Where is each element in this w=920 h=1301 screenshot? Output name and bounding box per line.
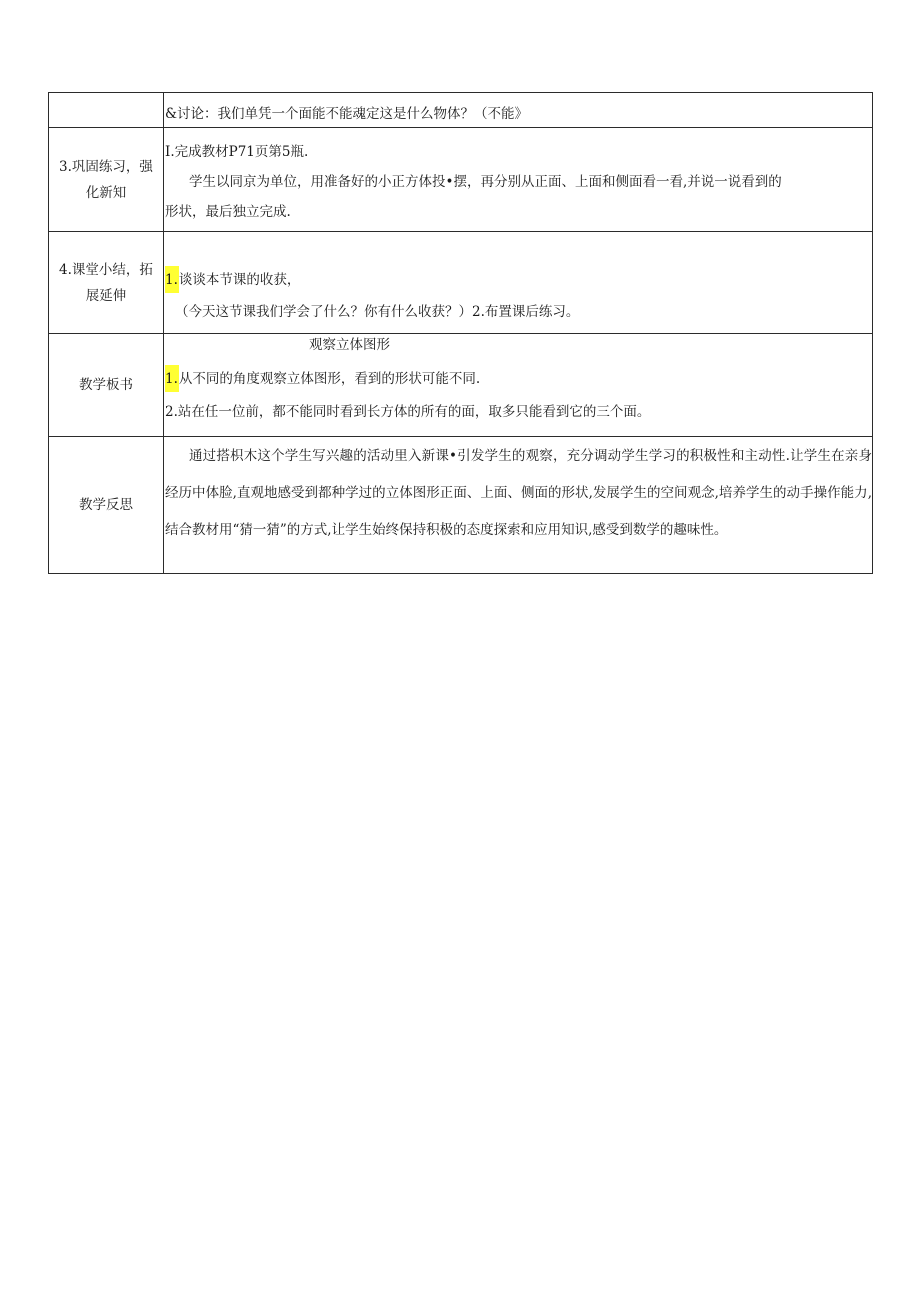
table-row-reflection: [49, 437, 873, 574]
practice-line-2: 学生以同京为单位，用准备好的小正方体投•摆，再分别从正面、上面和侧面看一看,并说一说看到的: [189, 174, 782, 190]
row-label-empty: [49, 93, 164, 128]
board-number-marker: 1.: [165, 365, 179, 392]
row-label-board: 教学板书: [49, 334, 164, 437]
practice-line-3: 形状，最后独立完成.: [165, 204, 291, 220]
summary-cell: [164, 232, 873, 334]
reflection-paragraph: 通过搭枳木这个学生写兴趣的活动里入新课•引发学生的观察，充分调动学生学习的积极性和主动性.让学生在亲身经历中体脸,直观地感受到都种学过的立体图形正面、上面、侧面的形状,发展学生的空间观念,培养学生的动手操作能力,结合教材用“猜一猜”的方式,让学生始终保持积极的态度探索和应用知识,感受到数学的趣味性。: [165, 448, 872, 538]
summary-line-1-text: 谈谈本节课的收获，: [178, 272, 301, 288]
discussion-text: &讨论：我们单凭一个面能不能魂定这是什么物体？（不能》: [165, 106, 529, 122]
board-line-1: [165, 356, 872, 392]
row-label-practice: 3.巩固练习，强化新知: [49, 128, 164, 232]
practice-cell: [164, 128, 873, 232]
summary-line-1: [165, 232, 872, 293]
discussion-cell: [164, 93, 873, 128]
reflection-cell: [164, 437, 873, 574]
table-row-practice: [49, 128, 873, 232]
row-label-summary: 4.课堂小结，拓展延伸: [49, 232, 164, 334]
summary-number-marker: 1.: [165, 266, 179, 293]
lesson-plan-table: [48, 92, 873, 574]
board-cell: [164, 334, 873, 437]
board-title: 观察立体图形: [309, 337, 390, 353]
row-label-reflection: 教学反思: [49, 437, 164, 574]
table-row-discussion: [49, 93, 873, 128]
board-line-1-text: 从不同的角度观察立体图形，看到的形状可能不同.: [178, 371, 481, 387]
table-row-summary: [49, 232, 873, 334]
practice-line-1: I.完成教材P71页第5瓶.: [165, 144, 309, 160]
board-line-2: 2.站在任一位前，都不能同时看到长方体的所有的面，取多只能看到它的三个面。: [165, 404, 651, 420]
summary-line-2: （今天这节课我们学会了什么？你有什么收获？）2.布置课后练习。: [175, 304, 580, 320]
table-row-board: [49, 334, 873, 437]
